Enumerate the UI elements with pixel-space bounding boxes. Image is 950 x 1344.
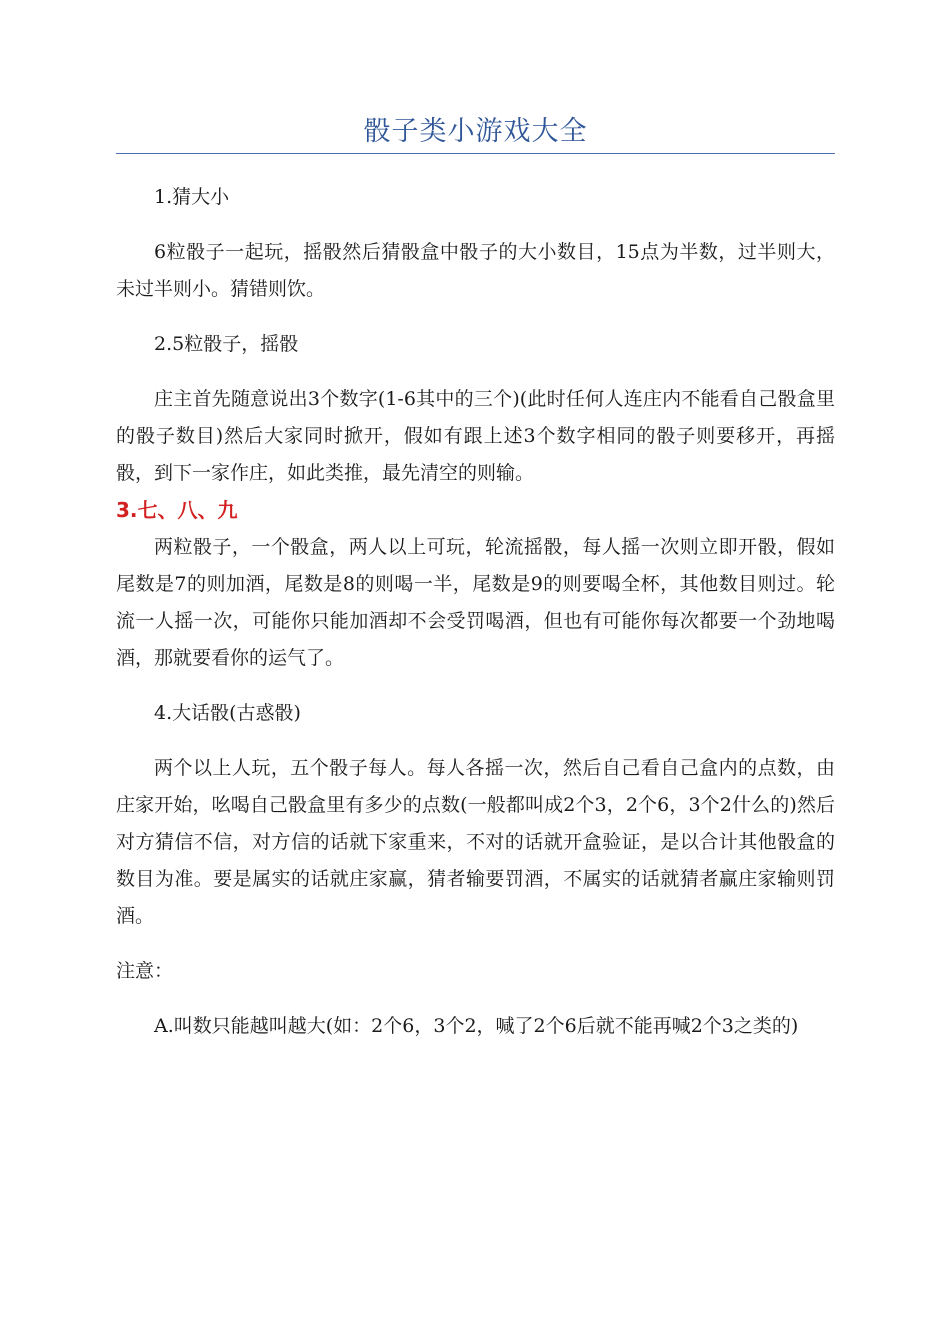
page-title: 骰子类小游戏大全 [363, 116, 588, 147]
section-2-body: 庄主首先随意说出3个数字(1-6其中的三个)(此时任何人连庄内不能看自己骰盒里的骰子数目)然后大家同时掀开，假如有跟上述3个数字相同的骰子则要移开，再摇骰，到下一家作庄，如此类推，最先清空的则输。 [116, 388, 835, 484]
section-3-body: 两粒骰子，一个骰盒，两人以上可玩，轮流摇骰，每人摇一次则立即开骰，假如尾数是7的则加酒，尾数是8的则喝一半，尾数是9的则要喝全杯，其他数目则过。轮流一人摇一次，可能你只能加酒却不会受罚喝酒，但也有可能你每次都要一个劲地喝酒，那就要看你的运气了。 [116, 536, 835, 669]
section-4-body: 两个以上人玩，五个骰子每人。每人各摇一次，然后自己看自己盒内的点数，由庄家开始，吆喝自己骰盒里有多少的点数(一般都叫成2个3，2个6，3个2什么的)然后对方猜信不信，对方信的话就下家重来，不对的话就开盒验证，是以合计其他骰盒的数目为准。要是属实的话就庄家赢，猜者输要罚酒，不属实的话就猜者赢庄家输则罚酒。 [116, 757, 835, 927]
section-3-heading: 3.七、八、九 [116, 498, 238, 522]
note-label: 注意： [116, 960, 174, 982]
section-1-heading: 1.猜大小 [154, 186, 230, 208]
section-4-heading: 4.大话骰(古惑骰) [154, 702, 301, 724]
section-1-body: 6粒骰子一起玩，摇骰然后猜骰盒中骰子的大小数目，15点为半数，过半则大，未过半则小。猜错则饮。 [116, 241, 835, 300]
section-2-heading: 2.5粒骰子，摇骰 [154, 333, 299, 355]
document-page [116, 0, 835, 1045]
title-divider [116, 153, 835, 154]
note-item-a: A.叫数只能越叫越大(如：2个6，3个2，喊了2个6后就不能再喊2个3之类的) [154, 1015, 799, 1037]
